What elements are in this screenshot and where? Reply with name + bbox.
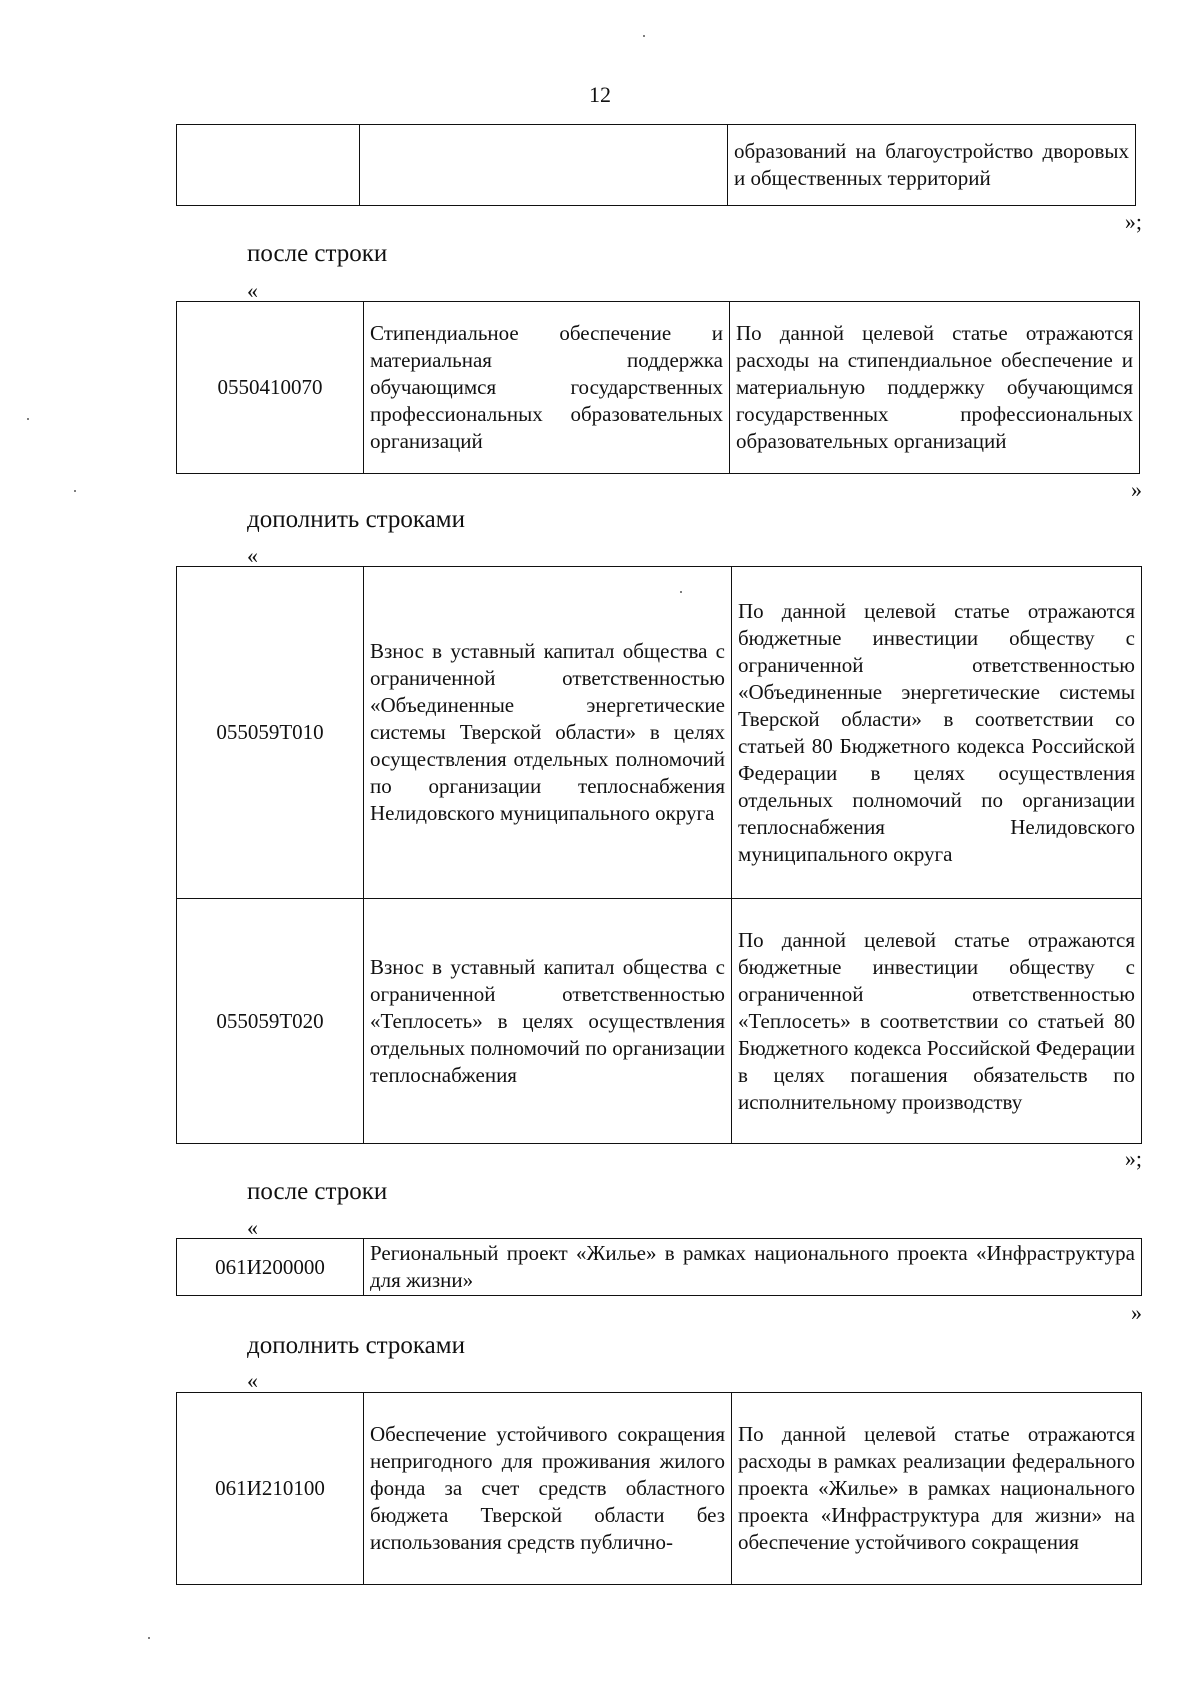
table-cell-name: Стипендиальное обеспечение и материальная поддержка обучающимся государственных профессиональных образовательных организаций [364, 302, 730, 474]
opening-quote: « [247, 1215, 258, 1240]
table-cell-name: Взнос в уставный капитал общества с ограниченной ответственностью «Объединенные энергетические системы Тверской области» в целях осуществления отдельных полномочий по организации теплоснабжения Нелидовского муниципального округа [364, 567, 732, 899]
section1-table [176, 301, 1140, 474]
page-number: 12 [589, 82, 611, 107]
opening-quote: « [247, 278, 258, 303]
top-table [176, 124, 1136, 206]
table-cell-code [177, 125, 360, 206]
table-cell-description: По данной целевой статье отражаются бюджетные инвестиции обществу с ограниченной ответственностью «Теплосеть» в соответствии со статьей 80 Бюджетного кодекса Российской Федерации в целях погашения обязательств по исполнительному производству [732, 899, 1142, 1144]
opening-quote: « [247, 543, 258, 568]
table-cell-code: 061И210100 [177, 1393, 364, 1585]
scan-speck [27, 418, 29, 420]
table-cell-description: По данной целевой статье отражаются бюджетные инвестиции обществу с ограниченной ответственностью «Объединенные энергетические системы Тверской области» в соответствии со статьей 80 Бюджетного кодекса Российской Федерации в целях осуществления отдельных полномочий по организации теплоснабжения Нелидовского муниципального округа [732, 567, 1142, 899]
scan-speck [74, 490, 76, 492]
section-heading-after-row: после строки [247, 1178, 388, 1205]
table-cell-name: Взнос в уставный капитал общества с ограниченной ответственностью «Теплосеть» в целях осуществления отдельных полномочий по организации теплоснабжения [364, 899, 732, 1144]
table-cell-code: 0550410070 [177, 302, 364, 474]
scan-speck [643, 35, 645, 37]
table-cell-description: По данной целевой статье отражаются расходы в рамках реализации федерального проекта «Жилье» в рамках национального проекта «Инфраструктура для жизни» на обеспечение устойчивого сокращения [732, 1393, 1142, 1585]
table-cell-code: 055059Т020 [177, 899, 364, 1144]
table-cell-code: 061И200000 [177, 1239, 364, 1296]
closing-quote: » [1131, 1300, 1142, 1325]
section-heading-after-row: после строки [247, 240, 388, 267]
section4-table [176, 1392, 1142, 1585]
closing-quote: »; [1124, 1146, 1142, 1171]
table-cell-name [360, 125, 728, 206]
table-cell-description: По данной целевой статье отражаются расходы на стипендиальное обеспечение и материальную поддержку обучающимся государственных профессиональных образовательных организаций [730, 302, 1140, 474]
opening-quote: « [247, 1368, 258, 1393]
table-cell-name: Обеспечение устойчивого сокращения непригодного для проживания жилого фонда за счет средств областного бюджета Тверской области без использования средств публично- [364, 1393, 732, 1585]
closing-quote: »; [1124, 209, 1142, 234]
section-heading-add-rows: дополнить строками [247, 506, 465, 533]
closing-quote: » [1131, 477, 1142, 502]
table-cell-name: Региональный проект «Жилье» в рамках национального проекта «Инфраструктура для жизни» [364, 1239, 1142, 1296]
section3-table [176, 1238, 1142, 1296]
table-row [177, 899, 1142, 1144]
section2-table [176, 566, 1142, 1144]
table-cell-code: 055059Т010 [177, 567, 364, 899]
table-cell-description: образований на благоустройство дворовых и общественных территорий [728, 125, 1136, 206]
scan-speck [148, 1637, 150, 1639]
section-heading-add-rows: дополнить строками [247, 1332, 465, 1359]
table-row [177, 567, 1142, 899]
